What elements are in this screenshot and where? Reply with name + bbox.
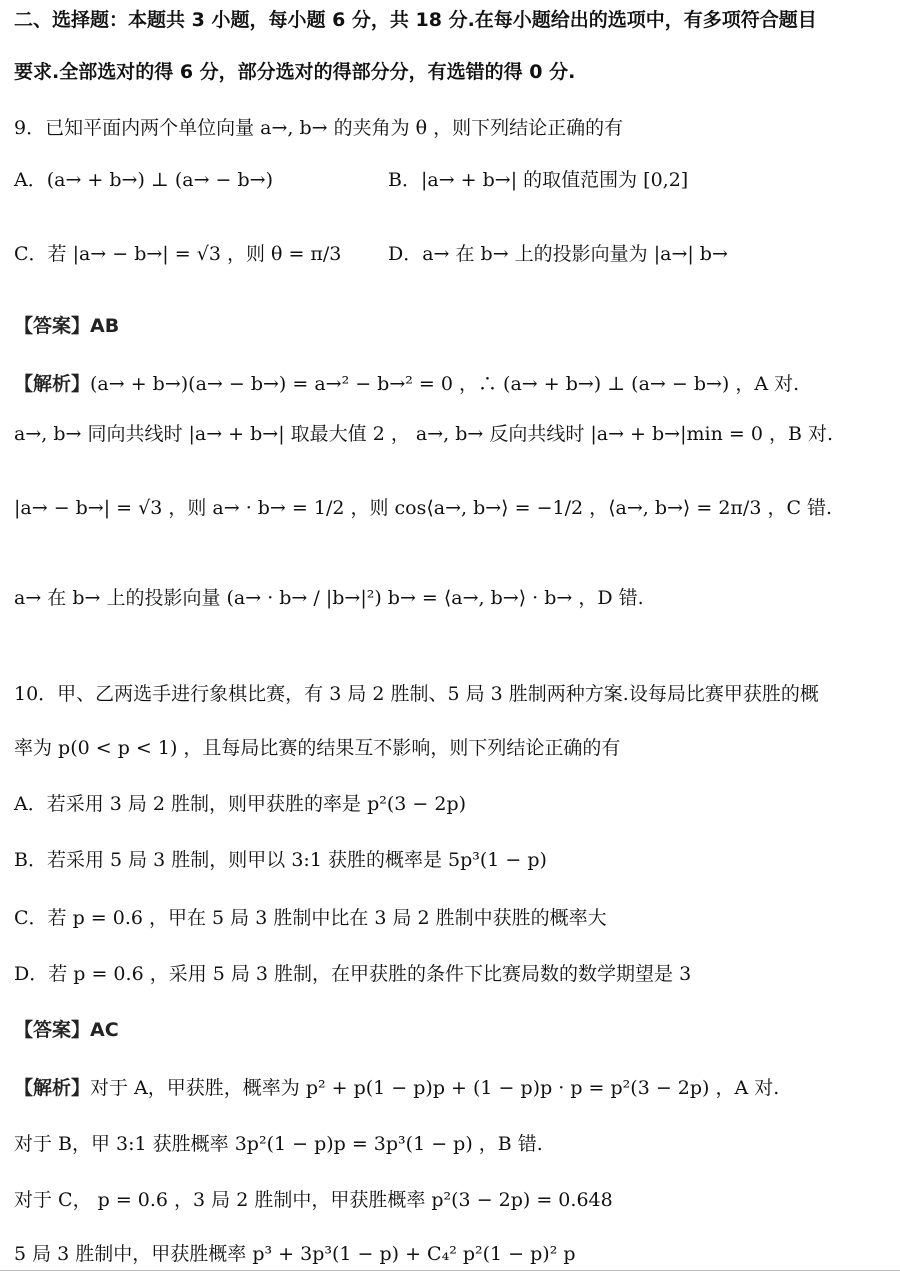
q9-option-d: D．a→ 在 b→ 上的投影向量为 |a→| b→: [388, 243, 728, 265]
section-header-line-2: 要求.全部选对的得 6 分，部分选对的得部分分，有选错的得 0 分.: [14, 61, 576, 83]
q10-analysis-1: [14, 1074, 779, 1102]
q9-option-c: C．若 |a→ − b→| = √3 ，则 θ = π/3: [14, 243, 342, 265]
q10-answer-value: AC: [90, 1019, 119, 1041]
q10-option-d: D．若 p = 0.6 ，采用 5 局 3 胜制，在甲获胜的条件下比赛局数的数学期望是 3: [14, 963, 692, 985]
q10-analysis-text-1: 对于 A，甲获胜，概率为 p² + p(1 − p)p + (1 − p)p · p = p²(3 − 2p) ，A 对.: [90, 1077, 780, 1099]
q10-analysis-2: 对于 B，甲 3:1 获胜概率 3p²(1 − p)p = 3p³(1 − p) ，B 错.: [14, 1133, 543, 1155]
section-header-line-1: 二、选择题：本题共 3 小题，每小题 6 分，共 18 分.在每小题给出的选项中，有多项符合题目: [14, 9, 817, 31]
q10-stem-2: 率为 p(0 < p < 1) ，且每局比赛的结果互不影响，则下列结论正确的有: [14, 737, 621, 759]
q9-answer: [14, 312, 119, 340]
q9-analysis-text-1: (a→ + b→)(a→ − b→) = a→² − b→² = 0 ，∴ (a→ + b→) ⊥ (a→ − b→) ，A 对.: [90, 373, 800, 395]
q9-analysis-1: [14, 370, 799, 398]
q10-option-b: B．若采用 5 局 3 胜制，则甲以 3:1 获胜的概率是 5p³(1 − p): [14, 849, 547, 871]
q9-option-b: B．|a→ + b→| 的取值范围为 [0,2]: [388, 169, 689, 191]
q10-stem-1: 10．甲、乙两选手进行象棋比赛，有 3 局 2 胜制、5 局 3 胜制两种方案.设每局比赛甲获胜的概: [14, 683, 819, 705]
q9-answer-value: AB: [90, 315, 120, 337]
q10-analysis-label: 【解析】: [14, 1077, 91, 1099]
q9-stem: 9．已知平面内两个单位向量 a→, b→ 的夹角为 θ ，则下列结论正确的有: [14, 117, 624, 139]
q9-analysis-4: a→ 在 b→ 上的投影向量 (a→ · b→ / |b→|²) b→ = ⟨a→, b→⟩ · b→ ，D 错.: [14, 587, 644, 609]
q9-answer-label: 【答案】: [14, 315, 91, 337]
page-bottom-divider: [0, 1270, 900, 1271]
q10-option-a: A．若采用 3 局 2 胜制，则甲获胜的率是 p²(3 − 2p): [14, 793, 467, 815]
q9-option-a: A．(a→ + b→) ⊥ (a→ − b→): [14, 169, 273, 191]
q9-analysis-label: 【解析】: [14, 373, 91, 395]
q9-analysis-3: |a→ − b→| = √3 ，则 a→ · b→ = 1/2 ，则 cos⟨a→, b→⟩ = −1/2 ，⟨a→, b→⟩ = 2π/3 ，C 错.: [14, 497, 833, 519]
q10-analysis-3: 对于 C， p = 0.6 ，3 局 2 胜制中，甲获胜概率 p²(3 − 2p) = 0.648: [14, 1189, 613, 1211]
q10-option-c: C．若 p = 0.6 ，甲在 5 局 3 胜制中比在 3 局 2 胜制中获胜的概率大: [14, 907, 607, 929]
q9-analysis-2: a→, b→ 同向共线时 |a→ + b→| 取最大值 2 ， a→, b→ 反向共线时 |a→ + b→|min = 0 ，B 对.: [14, 423, 833, 445]
q10-answer: [14, 1016, 119, 1044]
q10-analysis-4: 5 局 3 胜制中，甲获胜概率 p³ + 3p³(1 − p) + C₄² p²(1 − p)² p: [14, 1243, 576, 1265]
q10-answer-label: 【答案】: [14, 1019, 91, 1041]
